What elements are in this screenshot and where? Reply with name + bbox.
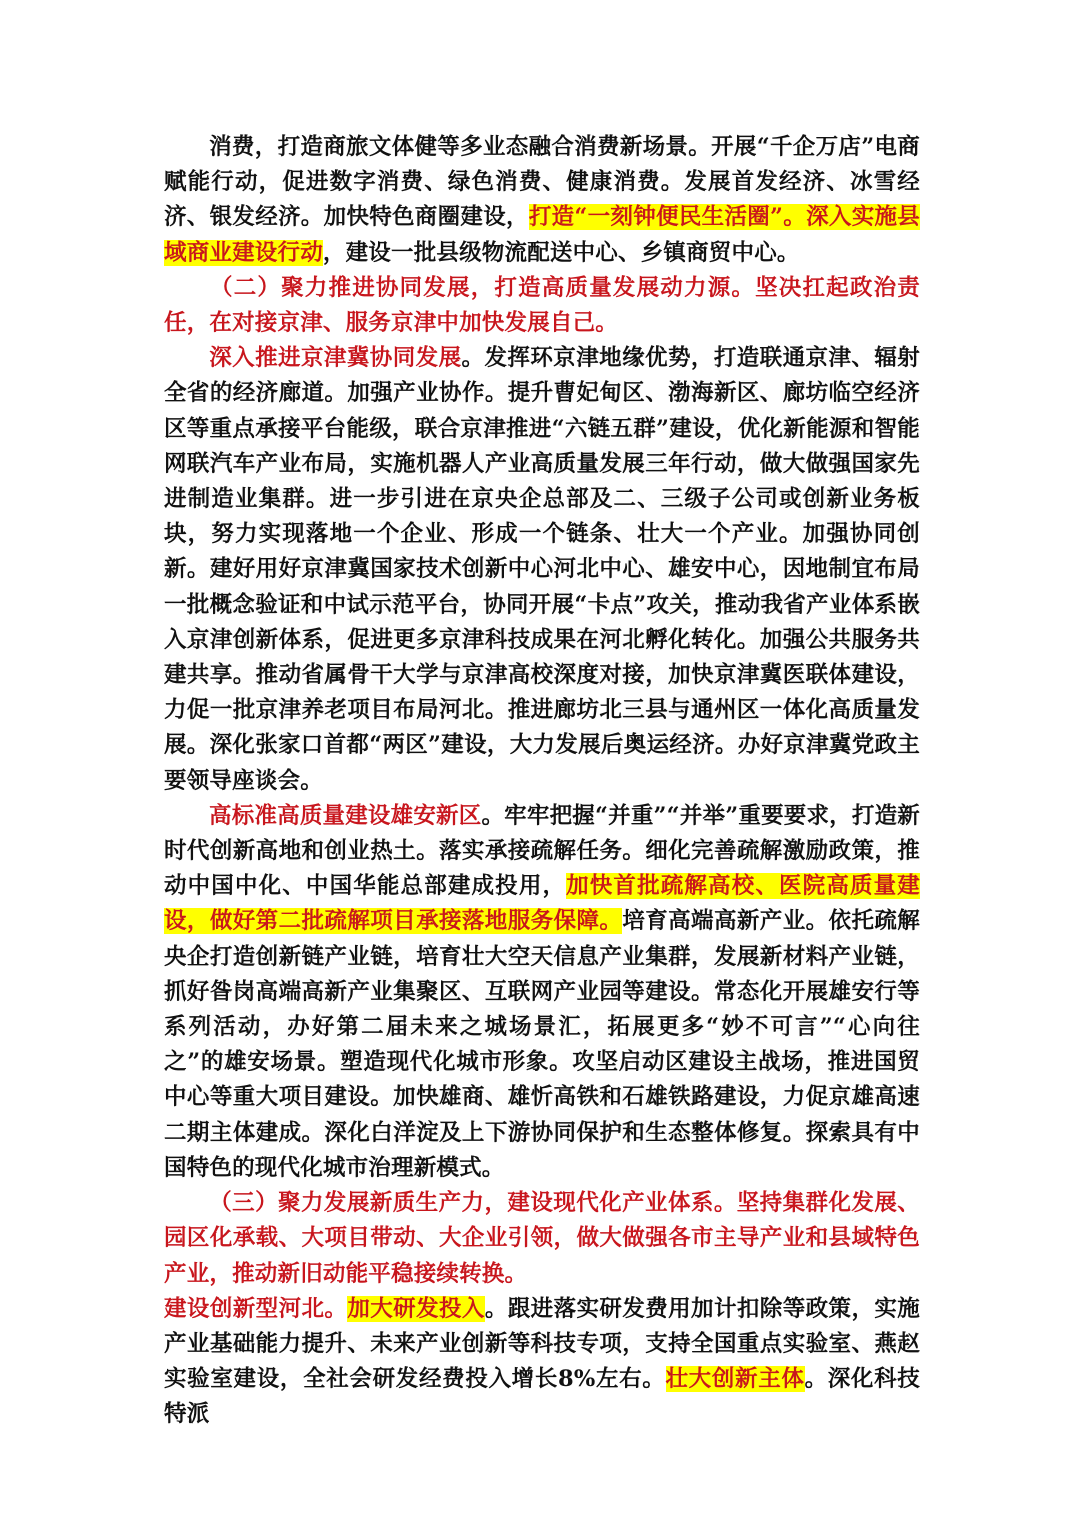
paragraph-text: 。发挥环京津地缘优势，打造联通京津、辐射全省的经济廊道。加强产业协作。提升曹妃甸区、渤海新区、廊坊临空经济区等重点承接平台能级，联合京津推进“六链五群”建设，优化新能源和智能网联汽车产业布局，实施机器人产业高质量发展三年行动，做大做强国家先进制造业集群。进一步引进在京央企总部及二、三级子公司或创新业务板块，努力实现落地一个企业、形成一个链条、壮大一个产业。加强协同创新。建好用好京津冀国家技术创新中心河北中心、雄安中心，因地制宜布局一批概念验证和中试示范平台，协同开展“卡点”攻关，推动我省产业体系嵌入京津创新体系，促进更多京津科技成果在河北孵化转化。加强公共服务共建共享。推动省属骨干大学与京津高校深度对接，加快京津冀医联体建设，力促一批京津养老项目布局河北。推进廊坊北三县与通州区一体化高质量发展。深化张家口首都“两区”建设，大力发展后奥运经济。办好京津冀党政主要领导座谈会。: [164, 345, 920, 794]
paragraph-separator: 。: [324, 1295, 348, 1322]
paragraph-xiongan: [164, 799, 920, 1186]
paragraph-lead: 建设创新型河北: [164, 1295, 325, 1322]
paragraph-text: 。牢牢把握“并重”“并举”重要要求，打造新时代创新高地和创业热土。落实承接疏解任务。细化完善疏解激励政策，推动中国中化、中国华能总部建成投用，: [164, 802, 920, 900]
paragraph-text: 消费，打造商旅文体健等多业态融合消费新场景。开展“千企万店”电商赋能行动，促进数字消费、绿色消费、健康消费。发展首发经济、冰雪经济、银发经济。加快特色商圈建设，: [164, 134, 920, 231]
paragraph-text: 培育高端高新产业。依托疏解央企打造创新链产业链，培育壮大空天信息产业集群，发展新材料产业链，抓好昝岗高端高新产业集聚区、互联网产业园等建设。常态化开展雄安行等系列活动，办好第二届未来之城场景汇，拓展更多“妙不可言”“心向往之”的雄安场景。塑造现代化城市形象。攻坚启动区建设主战场，推进国贸中心等重大项目建设。加快雄商、雄忻高铁和石雄铁路建设，力促京雄高速二期主体建成。深化白洋淀及上下游协同保护和生态整体修复。探索具有中国特色的现代化城市治理新模式。: [164, 908, 920, 1181]
section-heading-text: （二）聚力推进协同发展，打造高质量发展动力源。坚决扛起政治责任，在对接京津、服务京津中加快发展自己。: [164, 274, 920, 337]
paragraph-lead: 深入推进京津冀协同发展: [209, 345, 462, 372]
section-heading-3: [164, 1186, 920, 1292]
paragraph-consumption: [164, 130, 920, 271]
document-page: [164, 130, 920, 1433]
paragraph-text: 。深化科技特派: [164, 1366, 920, 1428]
highlighted-text: 加大研发投入: [347, 1295, 485, 1322]
paragraph-lead: 高标准高质量建设雄安新区: [209, 802, 482, 829]
highlighted-text: 加快首批疏解高校、医院高质量建设，做好第二批疏解项目承接落地服务保障。: [164, 873, 920, 935]
highlighted-text: 打造“一刻钟便民生活圈”。深入实施县域商业建设行动: [164, 204, 920, 266]
paragraph-text: 。跟进落实研发费用加计扣除等政策，实施产业基础能力提升、未来产业创新等科技专项，支持全国重点实验室、燕赵实验室建设，全社会研发经费投入增长8%左右。: [164, 1295, 920, 1393]
section-heading-2: [164, 271, 920, 341]
highlighted-text: 壮大创新主体: [665, 1366, 805, 1393]
section-heading-text: （三）聚力发展新质生产力，建设现代化产业体系。坚持集群化发展、园区化承载、大项目带动、大企业引领，做大做强各市主导产业和县域特色产业，推动新旧动能平稳接续转换。: [164, 1190, 920, 1287]
paragraph-jingjinji: [164, 341, 920, 799]
paragraph-innovation: [164, 1292, 920, 1433]
paragraph-text: ，建设一批县级物流配送中心、乡镇商贸中心。: [322, 239, 800, 266]
